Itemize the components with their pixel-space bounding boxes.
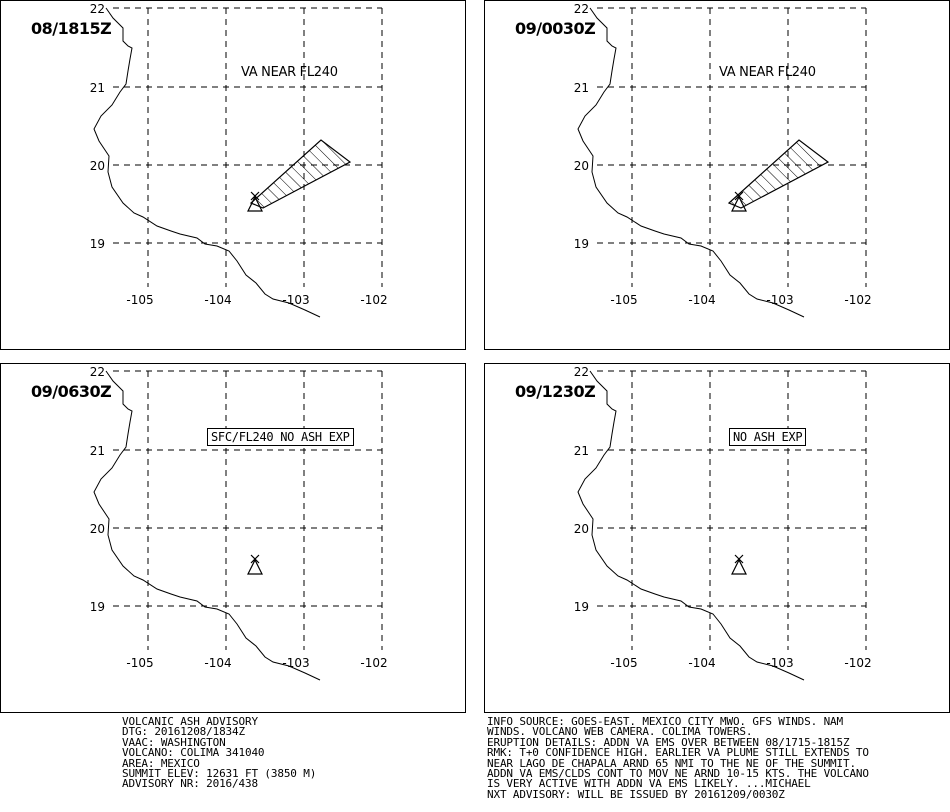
advisory-line: NXT ADVISORY: WILL BE ISSUED BY 20161209/0030Z	[487, 787, 785, 801]
latitude-tick-label: 21	[573, 81, 589, 95]
advisory-line: ERUPTION DETAILS: ADDN VA EMS OVER BETWEEN 08/1715-1815Z	[487, 735, 850, 749]
advisory-line: VOLCANO: COLIMA 341040	[122, 746, 265, 760]
volcano-triangle-icon	[248, 555, 262, 574]
map-panel-2	[484, 0, 950, 350]
map-canvas	[1, 364, 467, 714]
latitude-tick-label: 20	[573, 159, 589, 173]
advisory-line: SUMMIT ELEV: 12631 FT (3850 M)	[122, 766, 317, 780]
map-panel-4	[484, 363, 950, 713]
advisory-line: VAAC: WASHINGTON	[122, 735, 226, 749]
forecast-time-label: 09/0030Z	[515, 19, 596, 38]
lat-lon-grid	[597, 8, 866, 287]
longitude-tick-label: -104	[204, 656, 232, 670]
latitude-tick-label: 19	[89, 237, 105, 251]
lat-lon-grid	[597, 371, 866, 650]
map-canvas	[485, 1, 950, 351]
lat-lon-grid	[113, 8, 382, 287]
advisory-remarks-block	[487, 717, 869, 800]
longitude-tick-label: -104	[204, 293, 232, 307]
ash-level-label: VA NEAR FL240	[719, 65, 816, 80]
ash-level-label: SFC/FL240 NO ASH EXP	[207, 428, 354, 446]
advisory-line: AREA: MEXICO	[122, 756, 200, 770]
map-canvas	[485, 364, 950, 714]
longitude-tick-label: -102	[360, 656, 388, 670]
forecast-time-label: 09/1230Z	[515, 382, 596, 401]
longitude-tick-label: -105	[126, 293, 154, 307]
longitude-tick-label: -103	[766, 656, 794, 670]
map-canvas	[1, 1, 467, 351]
latitude-tick-label: 20	[573, 522, 589, 536]
ash-level-label: NO ASH EXP	[729, 428, 806, 446]
ash-plume-polygon	[251, 140, 350, 208]
latitude-tick-label: 21	[89, 81, 105, 95]
ash-plume-polygon	[729, 140, 828, 208]
latitude-tick-label: 22	[573, 365, 589, 379]
advisory-line: VOLCANIC ASH ADVISORY	[122, 715, 258, 728]
advisory-line: RMK: T+0 CONFIDENCE HIGH. EARLIER VA PLUME STILL EXTENDS TO	[487, 746, 869, 760]
advisory-line: WINDS. VOLCANO WEB CAMERA. COLIMA TOWERS.	[487, 725, 753, 739]
advisory-header-block	[122, 717, 316, 790]
advisory-line: IS VERY ACTIVE WITH ADDN VA EMS LIKELY. ...MICHAEL	[487, 777, 811, 791]
lat-lon-grid	[113, 371, 382, 650]
latitude-tick-label: 21	[89, 444, 105, 458]
longitude-tick-label: -102	[844, 656, 872, 670]
coastline	[94, 371, 320, 680]
longitude-tick-label: -104	[688, 656, 716, 670]
advisory-line: DTG: 20161208/1834Z	[122, 725, 245, 739]
advisory-line: INFO SOURCE: GOES-EAST. MEXICO CITY MWO. GFS WINDS. NAM	[487, 715, 843, 728]
longitude-tick-label: -104	[688, 293, 716, 307]
latitude-tick-label: 22	[89, 2, 105, 16]
longitude-tick-label: -105	[610, 656, 638, 670]
ash-level-label: VA NEAR FL240	[241, 65, 338, 80]
advisory-line: ADDN VA EMS/CLDS CONT TO MOV NE ARND 10-15 KTS. THE VOLCANO	[487, 766, 869, 780]
latitude-tick-label: 22	[89, 365, 105, 379]
longitude-tick-label: -102	[844, 293, 872, 307]
latitude-tick-label: 20	[89, 522, 105, 536]
longitude-tick-label: -103	[766, 293, 794, 307]
forecast-time-label: 09/0630Z	[31, 382, 112, 401]
advisory-line: ADVISORY NR: 2016/438	[122, 777, 258, 791]
latitude-tick-label: 22	[573, 2, 589, 16]
map-panel-3	[0, 363, 466, 713]
volcano-triangle-icon	[732, 555, 746, 574]
coastline	[94, 8, 320, 317]
longitude-tick-label: -103	[282, 656, 310, 670]
advisory-line: NEAR LAGO DE CHAPALA ARND 65 NMI TO THE NE OF THE SUMMIT.	[487, 756, 856, 770]
longitude-tick-label: -105	[126, 656, 154, 670]
coastline	[578, 8, 804, 317]
coastline	[578, 371, 804, 680]
forecast-time-label: 08/1815Z	[31, 19, 112, 38]
latitude-tick-label: 20	[89, 159, 105, 173]
longitude-tick-label: -103	[282, 293, 310, 307]
latitude-tick-label: 19	[89, 600, 105, 614]
longitude-tick-label: -105	[610, 293, 638, 307]
map-panel-1	[0, 0, 466, 350]
latitude-tick-label: 19	[573, 600, 589, 614]
latitude-tick-label: 19	[573, 237, 589, 251]
longitude-tick-label: -102	[360, 293, 388, 307]
latitude-tick-label: 21	[573, 444, 589, 458]
